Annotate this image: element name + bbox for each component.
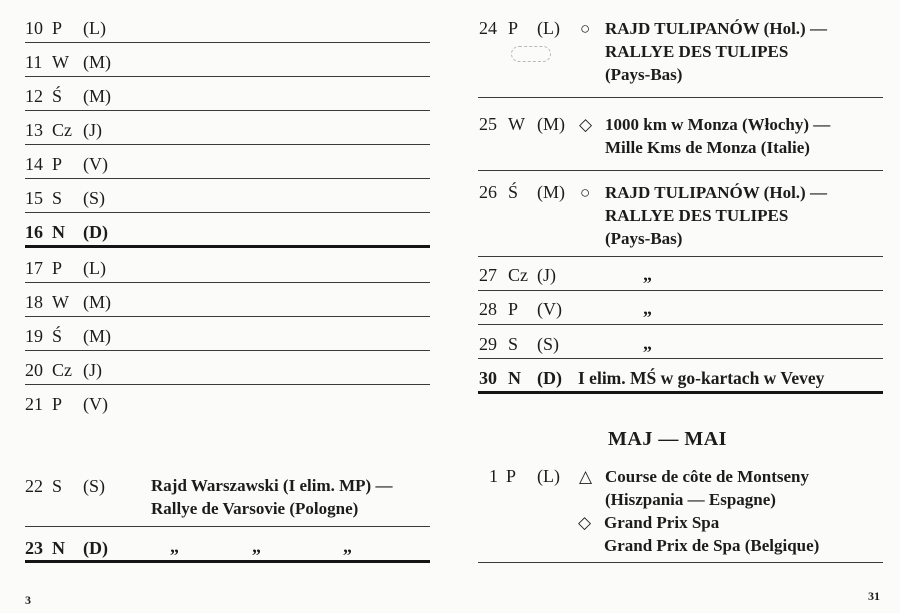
day-number: 29 [479,334,497,354]
row-divider [25,212,430,213]
weekday-code: P [508,299,519,319]
weekday-paren: (M) [537,114,565,134]
weekday-paren: (L) [83,258,106,278]
weekday-paren: (L) [83,18,106,38]
weekday-code: Cz [52,360,72,380]
row-divider [25,282,430,283]
day-number: 21 [25,394,43,414]
row-divider [478,562,883,563]
weekday-code: S [52,476,63,496]
day-number: 15 [25,188,43,208]
weekday-code: S [52,188,63,208]
weekday-code: N [52,222,65,242]
weekday-code: P [52,258,63,278]
event-25-line1: 1000 km w Monza (Włochy) — [605,115,831,134]
event-26-line2: RALLYE DES TULIPES [605,206,789,225]
event-may1-a-line2: (Hiszpania — Espagne) [605,490,776,509]
day-number: 26 [479,182,497,202]
weekday-paren: (M) [83,326,111,346]
weekday-code: Cz [52,120,72,140]
weekday-paren: (J) [537,265,556,285]
event-24-line1: RAJD TULIPANÓW (Hol.) — [605,19,827,38]
day-number: 17 [25,258,43,278]
weekday-paren: (D) [83,538,108,558]
day-number: 30 [479,368,497,388]
event-26-line3: (Pays-Bas) [605,229,683,248]
event-may1-a-line1: Course de côte de Montseny [605,467,809,486]
day-number: 19 [25,326,43,346]
event-may1-b-line1: Grand Prix Spa [604,513,720,532]
event-24-line3: (Pays-Bas) [605,65,683,84]
week-divider [478,391,883,394]
weekday-code: P [52,394,63,414]
weekday-paren: (M) [83,86,111,106]
weekday-code: Ś [52,86,63,106]
weekday-code: P [508,18,519,38]
week-divider [25,245,430,248]
weekday-paren: (M) [83,52,111,72]
weekday-paren: (J) [83,360,102,380]
circle-icon: ○ [580,19,591,38]
day-number: 25 [479,114,497,134]
row-divider [25,526,430,527]
row-divider [478,324,883,325]
triangle-icon: △ [579,467,593,486]
month-heading: MAJ — MAI [608,428,727,450]
weekday-code: P [52,18,63,38]
event-rajd-warszawski-line2: Rallye de Varsovie (Pologne) [151,499,359,518]
weekday-code: P [52,154,63,174]
event-24-line2: RALLYE DES TULIPES [605,42,789,61]
row-divider [478,256,883,257]
event-25-line2: Mille Kms de Monza (Italie) [605,138,810,157]
weekday-code: W [52,52,69,72]
event-rajd-warszawski-line1: Rajd Warszawski (I elim. MP) — [151,476,393,495]
ditto-mark: „ [643,298,652,318]
weekday-paren: (S) [83,188,105,208]
event-26-line1: RAJD TULIPANÓW (Hol.) — [605,183,827,202]
ditto-mark: „ [170,536,179,556]
row-divider [25,178,430,179]
day-number: 1 [489,466,498,486]
row-divider [478,358,883,359]
row-divider [25,316,430,317]
weekday-paren: (M) [83,292,111,312]
row-divider [25,76,430,77]
diamond-icon: ◇ [579,115,593,134]
weekday-code: N [52,538,65,558]
weekday-paren: (D) [537,368,562,388]
weekday-paren: (J) [83,120,102,140]
row-divider [25,384,430,385]
weekday-code: Ś [508,182,519,202]
ditto-mark: „ [643,333,652,353]
weekday-paren: (V) [83,394,108,414]
weekday-code: N [508,368,521,388]
day-number: 13 [25,120,43,140]
weekday-paren: (V) [83,154,108,174]
row-divider [25,110,430,111]
day-number: 11 [25,52,43,72]
weekday-paren: (D) [83,222,108,242]
day-number: 23 [25,538,43,558]
weekday-paren: (M) [537,182,565,202]
weekday-paren: (L) [537,466,560,486]
day-number: 24 [479,18,497,38]
row-divider [478,290,883,291]
ditto-mark: „ [643,264,652,284]
diamond-icon: ◇ [578,513,592,532]
day-number: 27 [479,265,497,285]
ditto-mark: „ [343,536,352,556]
day-number: 14 [25,154,43,174]
weekday-paren: (S) [537,334,559,354]
row-divider [25,144,430,145]
weekday-code: S [508,334,519,354]
ditto-mark: „ [252,536,261,556]
right-page-number: 31 [868,589,880,603]
day-number: 20 [25,360,43,380]
left-page-number: 3 [25,593,31,607]
week-divider [25,560,430,563]
weekday-code: P [506,466,517,486]
day-number: 16 [25,222,43,242]
event-may1-b-line2: Grand Prix de Spa (Belgique) [604,536,820,555]
circle-icon: ○ [580,183,591,202]
day-number: 10 [25,18,43,38]
weekday-paren: (L) [537,18,560,38]
event-30: I elim. MŚ w go-kartach w Vevey [578,368,825,388]
weekday-code: W [52,292,69,312]
row-divider [478,97,883,98]
row-divider [25,350,430,351]
print-smudge [511,46,551,62]
row-divider [478,170,883,171]
day-number: 28 [479,299,497,319]
day-number: 22 [25,476,43,496]
day-number: 12 [25,86,43,106]
weekday-code: W [508,114,525,134]
weekday-paren: (V) [537,299,562,319]
day-number: 18 [25,292,43,312]
weekday-code: Ś [52,326,63,346]
weekday-paren: (S) [83,476,105,496]
row-divider [25,42,430,43]
weekday-code: Cz [508,265,528,285]
